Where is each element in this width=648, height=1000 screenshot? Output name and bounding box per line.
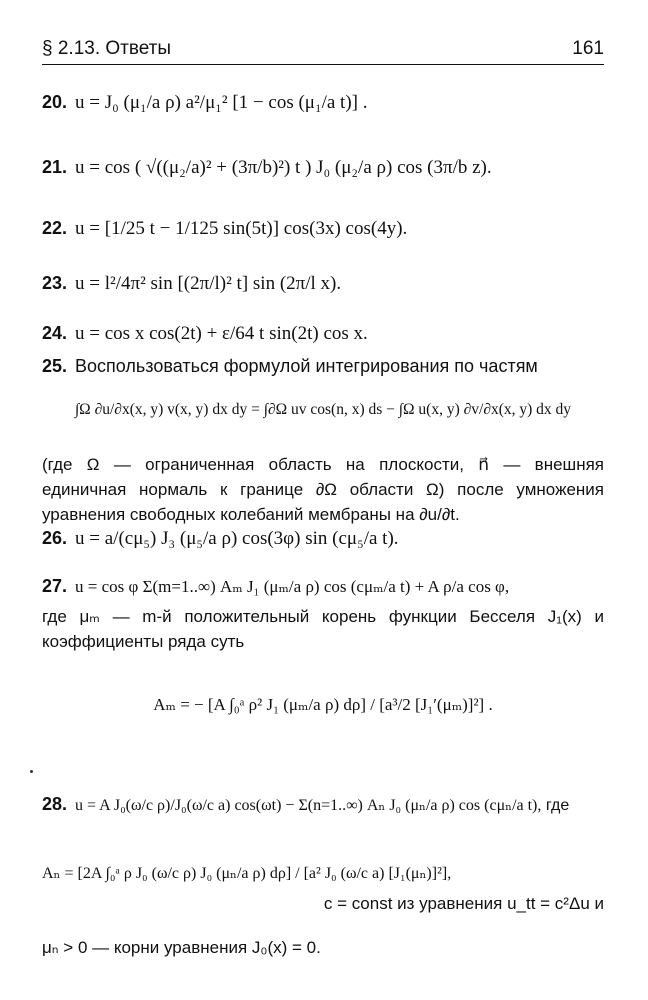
answer-22 — [42, 214, 604, 243]
answer-27 — [42, 572, 604, 601]
answer-24 — [42, 319, 604, 348]
answer-28-coef-block — [42, 858, 604, 888]
answer-number: 20. — [42, 92, 68, 112]
answer-formula: u = cos ( √((μ₂/a)² + (3π/b)²) t ) J₀ (μ₂/a ρ) cos (3π/b z). — [75, 157, 492, 178]
running-header — [42, 34, 604, 65]
section-title: § 2.13. Ответы — [42, 38, 172, 59]
answer-formula: u = cos x cos(2t) + ε/64 t sin(2t) cos x. — [75, 323, 368, 344]
answer-number: 26. — [42, 528, 68, 548]
answer-where: где — [545, 797, 570, 814]
answer-formula: u = l²/4π² sin [(2π/l)² t] sin (2π/l x). — [75, 273, 342, 294]
answer-formula: u = a/(cμ₅) J₃ (μ₅/a ρ) cos(3φ) sin (cμ₅/a t). — [75, 528, 399, 549]
answer-number: 21. — [42, 157, 68, 177]
answer-number: 23. — [42, 273, 68, 293]
answer-formula: u = cos φ Σ(m=1..∞) Aₘ J₁ (μₘ/a ρ) cos (cμₘ/a t) + A ρ/a cos φ, — [75, 577, 510, 596]
answer-23 — [42, 269, 604, 298]
answer-21 — [42, 153, 604, 182]
answer-26 — [42, 524, 604, 553]
answer-27-text: где μₘ — m-й положительный корень функции Бесселя J₁(x) и коэффициенты ряда суть — [42, 607, 604, 651]
answer-25-note: (где Ω — ограниченная область на плоскости, n⃗ — внешняя единичная нормаль к границе ∂Ω области Ω) после умножения уравнения свободных колебаний мембраны на ∂u/∂t. — [42, 455, 604, 524]
answer-number: 27. — [42, 576, 68, 596]
answer-formula: u = A J₀(ω/c ρ)/J₀(ω/c a) cos(ωt) − Σ(n=1..∞) Aₙ J₀ (μₙ/a ρ) cos (cμₙ/a t), — [75, 797, 542, 814]
answer-28-text2: μₙ > 0 — корни уравнения J₀(x) = 0. — [42, 938, 321, 957]
answer-27-coef-block — [42, 690, 604, 719]
page-number: 161 — [572, 38, 604, 59]
integration-by-parts-formula: ∫Ω ∂u/∂x(x, y) v(x, y) dx dy = ∫∂Ω uv cos(n, x) ds − ∫Ω u(x, y) ∂v/∂x(x, y) dx dy — [74, 401, 572, 418]
answer-number: 22. — [42, 218, 68, 238]
answer-25-formula-block — [42, 396, 604, 424]
print-speck — [30, 770, 33, 773]
answer-20 — [42, 88, 604, 117]
answer-formula: u = J₀ (μ₁/a ρ) a²/μ₁² [1 − cos (μ₁/a t)] . — [75, 92, 368, 113]
answer-number: 24. — [42, 323, 68, 343]
answer-number: 28. — [42, 794, 68, 814]
answer-formula: u = [1/25 t − 1/125 sin(5t)] cos(3x) cos(4y). — [75, 218, 408, 239]
answer-text: Воспользоваться формулой интегрирования по частям — [75, 356, 538, 376]
answer-number: 25. — [42, 356, 68, 376]
answer-28-text1: c = const из уравнения u_tt = c²Δu и — [323, 894, 604, 913]
answer-28 — [42, 790, 604, 820]
coefficient-formula: Aₘ = − [A ∫₀ᵃ ρ² J₁ (μₘ/a ρ) dρ] / [a³/2 [J₁′(μₘ)]²] . — [153, 695, 493, 714]
coefficient-formula: Aₙ = [2A ∫₀ᵃ ρ J₀ (ω/c ρ) J₀ (μₙ/a ρ) dρ] / [a² J₀ (ω/c a) [J₁(μₙ)]²], — [42, 865, 452, 882]
answer-25 — [42, 352, 604, 380]
